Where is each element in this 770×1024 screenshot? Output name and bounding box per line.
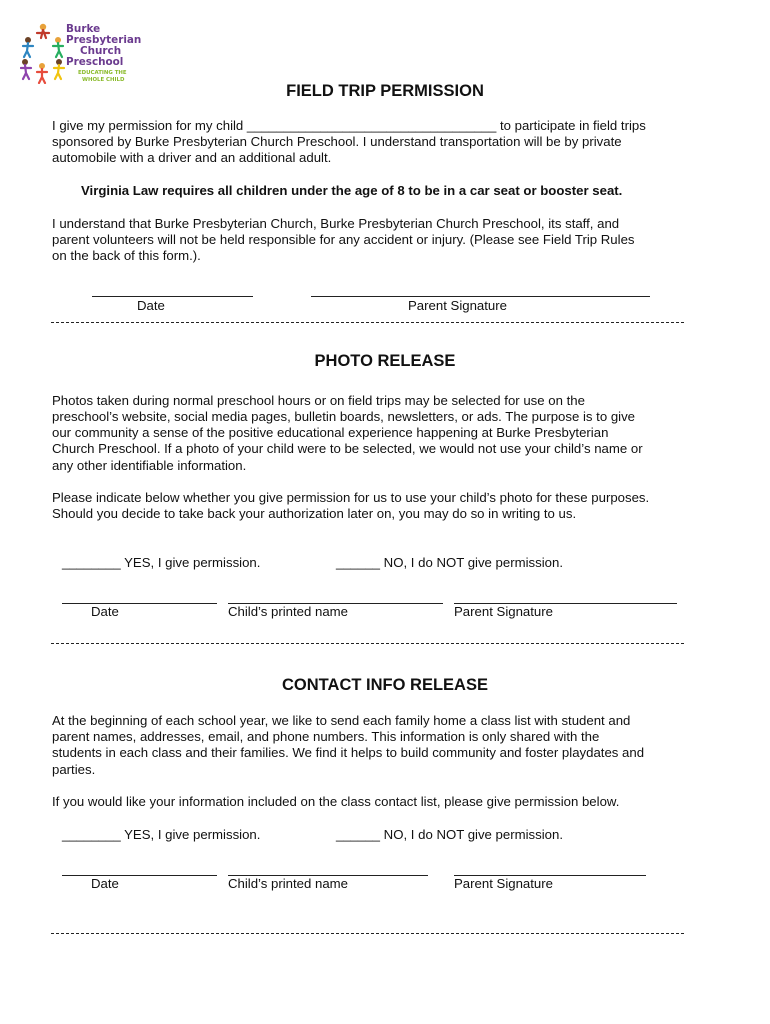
section-divider — [51, 322, 684, 323]
contact-signature-label: Parent Signature — [454, 876, 553, 891]
field-trip-para2-line3: on the back of this form.). — [52, 248, 201, 263]
photo-signature-label: Parent Signature — [454, 604, 553, 619]
contact-date-line[interactable] — [62, 875, 217, 876]
photo-yes-option[interactable]: ________ YES, I give permission. — [62, 555, 261, 570]
photo-date-line[interactable] — [62, 603, 217, 604]
photo-release-para2-line1: Please indicate below whether you give permission for us to use your child’s photo for these purposes. — [52, 490, 650, 505]
car-seat-law-notice: Virginia Law requires all children under the age of 8 to be in a car seat or booster seat. — [81, 183, 623, 198]
field-trip-date-line[interactable] — [92, 296, 253, 297]
contact-yes-option[interactable]: ________ YES, I give permission. — [62, 827, 261, 842]
section-divider — [51, 933, 684, 934]
field-trip-para2-line2: parent volunteers will not be held responsible for any accident or injury. (Please see Field Trip Rules — [52, 232, 635, 247]
logo-tagline-1: EDUCATING THE — [78, 70, 127, 76]
contact-release-para1-line1: At the beginning of each school year, we like to send each family home a class list with student and — [52, 713, 631, 728]
contact-child-name-label: Child’s printed name — [228, 876, 348, 891]
field-trip-para1-line1: I give my permission for my child __________________________________ to participate in field trips — [52, 118, 646, 133]
photo-release-para2-line2: Should you decide to take back your authorization later on, you may do so in writing to us. — [52, 506, 577, 521]
field-trip-date-label: Date — [137, 298, 165, 313]
logo-tagline-2: WHOLE CHILD — [82, 77, 125, 83]
photo-release-para1-line2: preschool’s website, social media pages, bulletin boards, newsletters, or ads. The purpose is to give — [52, 409, 636, 424]
field-trip-signature-line[interactable] — [311, 296, 650, 297]
photo-release-para1-line5: any other identifiable information. — [52, 458, 247, 473]
field-trip-title: FIELD TRIP PERMISSION — [286, 82, 484, 100]
photo-release-title: PHOTO RELEASE — [314, 352, 456, 370]
logo-line-2: Presbyterian — [66, 34, 142, 46]
children-circle-icon — [20, 22, 66, 84]
contact-release-para1-line4: parties. — [52, 762, 96, 777]
field-trip-signature-label: Parent Signature — [408, 298, 507, 313]
field-trip-para1-line2: sponsored by Burke Presbyterian Church Preschool. I understand transportation will be by private — [52, 134, 622, 149]
logo-line-3: Church — [80, 45, 122, 57]
preschool-logo — [20, 22, 142, 86]
section-divider — [51, 643, 684, 644]
logo-line-1: Burke — [66, 23, 101, 35]
field-trip-para2-line1: I understand that Burke Presbyterian Church, Burke Presbyterian Church Preschool, its staff, and — [52, 216, 620, 231]
photo-release-para1-line4: Church Preschool. If a photo of your child were to be selected, we would not use your child’s name or — [52, 441, 643, 456]
photo-no-option[interactable]: ______ NO, I do NOT give permission. — [336, 555, 563, 570]
photo-date-label: Date — [91, 604, 119, 619]
contact-release-para2: If you would like your information included on the class contact list, please give permission below. — [52, 794, 620, 809]
contact-release-para1-line3: students in each class and their families. We find it helps to build community and foster playdates and — [52, 745, 645, 760]
contact-release-para1-line2: parent names, addresses, email, and phone numbers. This information is only shared with the — [52, 729, 600, 744]
contact-no-option[interactable]: ______ NO, I do NOT give permission. — [336, 827, 563, 842]
photo-release-para1-line1: Photos taken during normal preschool hours or on field trips may be selected for use on the — [52, 393, 585, 408]
logo-line-4: Preschool — [66, 56, 124, 68]
photo-release-para1-line3: our community a sense of the positive educational experience happening at Burke Presbyterian — [52, 425, 609, 440]
contact-release-title: CONTACT INFO RELEASE — [282, 676, 488, 694]
field-trip-para1-line3: automobile with a driver and an additional adult. — [52, 150, 332, 165]
photo-child-name-label: Child’s printed name — [228, 604, 348, 619]
contact-date-label: Date — [91, 876, 119, 891]
